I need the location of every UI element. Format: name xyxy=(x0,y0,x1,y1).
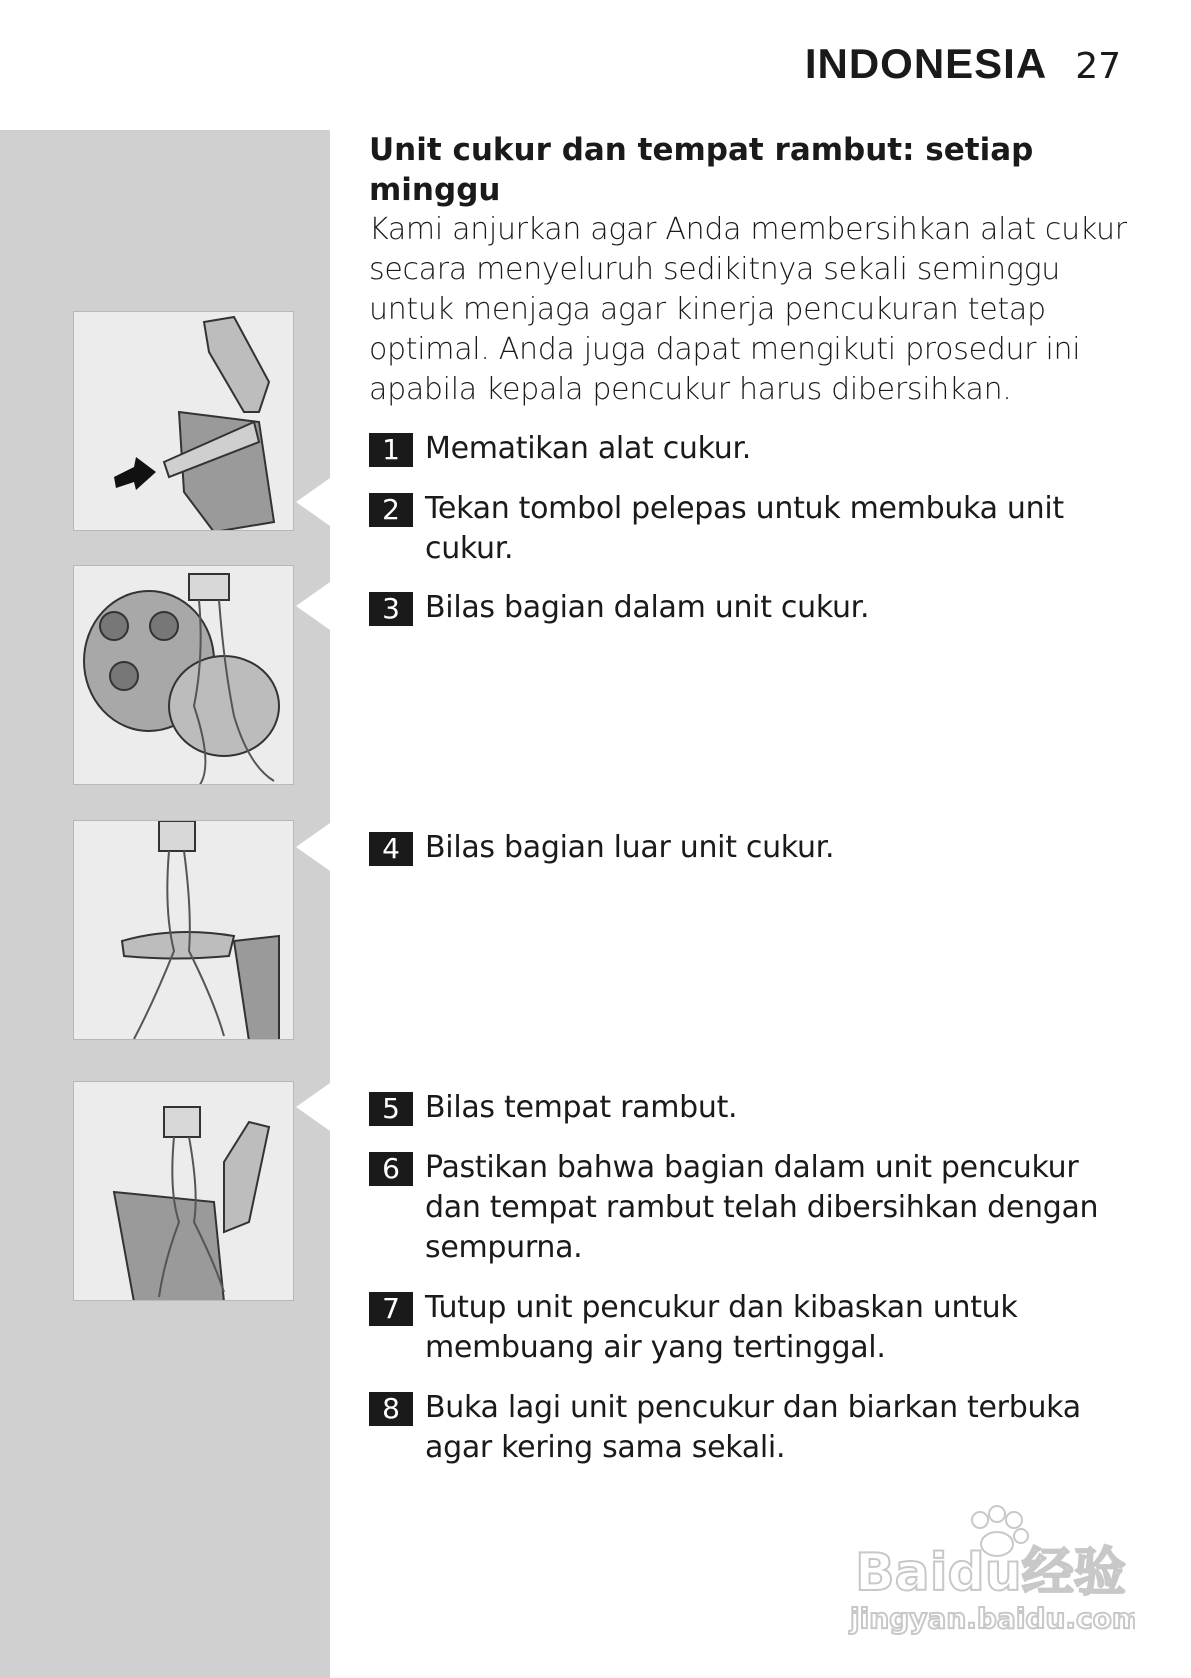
language-label: INDONESIA xyxy=(804,40,1048,87)
section-intro: Kami anjurkan agar Anda membersihkan alat cukur secara menyeluruh sedikitnya sekali seminggu untuk menjaga agar kinerja pencukuran tetap optimal. Anda juga dapat mengikuti prosedur ini apabila kepala pencukur harus dibersihkan. xyxy=(369,212,1127,407)
step-5 xyxy=(369,1088,1129,1128)
step-number: 6 xyxy=(369,1152,413,1186)
step-number: 5 xyxy=(369,1092,413,1126)
figure-pointer-2 xyxy=(296,582,330,630)
section-content xyxy=(369,130,1129,410)
figure-rinse-inside xyxy=(73,565,294,785)
step-text: Tekan tombol pelepas untuk membuka unit cukur. xyxy=(425,491,1064,566)
step-text: Mematikan alat cukur. xyxy=(425,431,752,466)
step-text: Pastikan bahwa bagian dalam unit pencukur dan tempat rambut telah dibersihkan dengan sempurna. xyxy=(425,1150,1099,1265)
step-number: 7 xyxy=(369,1292,413,1326)
step-number: 2 xyxy=(369,493,413,527)
step-number: 3 xyxy=(369,592,413,626)
figure-rinse-outside xyxy=(73,820,294,1040)
watermark-brand: Baidu经验 xyxy=(855,1543,1126,1603)
step-1 xyxy=(369,429,1129,469)
step-4 xyxy=(369,828,1129,868)
step-number: 8 xyxy=(369,1392,413,1426)
figure-pointer-3 xyxy=(296,823,330,871)
page-number: 27 xyxy=(1075,46,1121,87)
step-text: Bilas bagian dalam unit cukur. xyxy=(425,590,870,625)
step-2 xyxy=(369,489,1129,569)
step-text: Buka lagi unit pencukur dan biarkan terbuka agar kering sama sekali. xyxy=(425,1390,1081,1465)
step-6 xyxy=(369,1148,1129,1268)
step-text: Tutup unit pencukur dan kibaskan untuk membuang air yang tertinggal. xyxy=(425,1290,1018,1365)
figure-rinse-hair-chamber xyxy=(73,1081,294,1301)
step-3 xyxy=(369,588,1129,628)
watermark-url: jingyan.baidu.com xyxy=(850,1602,1135,1635)
figure-release-button xyxy=(73,311,294,531)
figure-pointer-4 xyxy=(296,1083,330,1131)
figure-pointer-1 xyxy=(296,478,330,526)
baidu-watermark xyxy=(845,1500,1135,1640)
step-number: 4 xyxy=(369,832,413,866)
step-7 xyxy=(369,1288,1129,1368)
step-number: 1 xyxy=(369,433,413,467)
step-text: Bilas bagian luar unit cukur. xyxy=(425,830,835,865)
step-8 xyxy=(369,1388,1129,1468)
step-text: Bilas tempat rambut. xyxy=(425,1090,738,1125)
page-header xyxy=(805,40,1121,88)
section-title: Unit cukur dan tempat rambut: setiap minggu xyxy=(369,132,1034,208)
